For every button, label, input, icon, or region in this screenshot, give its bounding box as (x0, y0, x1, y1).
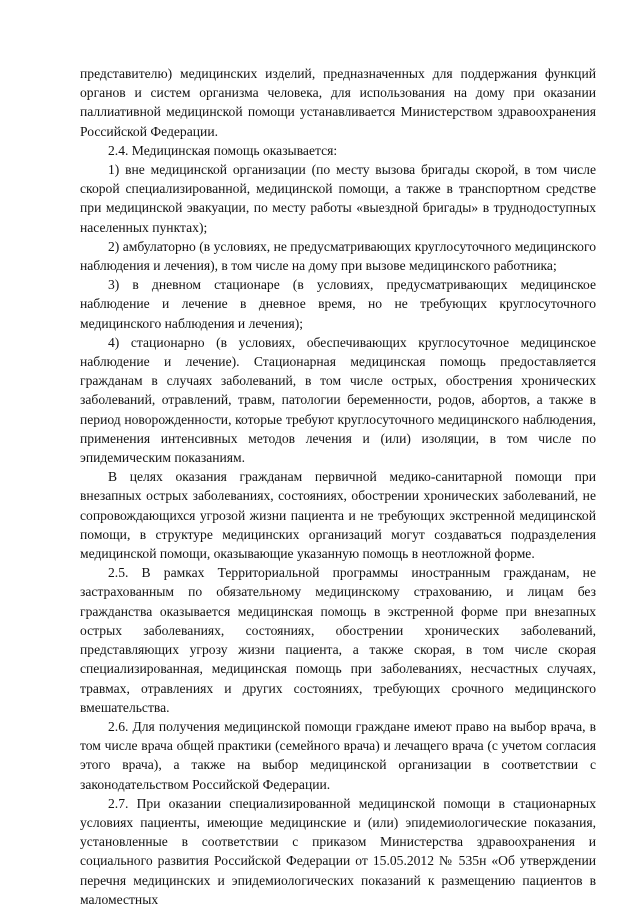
paragraph-2-5: 2.5. В рамках Территориальной программы иностранным гражданам, не застрахованным по обязательному медицинскому страхованию, и лицам без гражданства оказывается медицинская помощь в экстренной форме при внезапных острых заболеваниях, состояниях, обострении хронических заболеваний, представляющих угрозу жизни пациента, а также скорая, в том числе скорая специализированная, медицинская помощь при заболеваниях, несчастных случаях, травмах, отравлениях и других состояниях, требующих срочного медицинского вмешательства. (80, 565, 596, 715)
paragraph-item-2: 2) амбулаторно (в условиях, не предусматривающих круглосуточного медицинского наблюдения и лечения), в том числе на дому при вызове медицинского работника; (80, 238, 596, 274)
paragraph-item-1: 1) вне медицинской организации (по месту вызова бригады скорой, в том числе скорой специализированной, медицинской помощи, а также в транспортном средстве при медицинской эвакуации, по месту работы «выездной бригады» в труднодоступных населенных пунктах); (80, 162, 596, 235)
paragraph-urgent-care: В целях оказания гражданам первичной медико-санитарной помощи при внезапных острых заболеваниях, состояниях, обострении хронических заболеваний, не сопровождающихся угрозой жизни пациента и не требующих экстренной медицинской помощи, в структуре медицинских организаций могут создаваться подразделения медицинской помощи, оказывающие указанную помощь в неотложной форме. (80, 469, 596, 562)
paragraph-2-4-heading: 2.4. Медицинская помощь оказывается: (108, 142, 338, 158)
document-page (80, 64, 596, 909)
paragraph-intro: представителю) медицинских изделий, предназначенных для поддержания функций органов и систем организма человека, для использования на дому при оказании паллиативной медицинской помощи устанавливается Министерством здравоохранения Российской Федерации. (80, 66, 596, 139)
paragraph-2-6: 2.6. Для получения медицинской помощи граждане имеют право на выбор врача, в том числе врача общей практики (семейного врача) и лечащего врача (с учетом согласия этого врача), а также на выбор медицинской организации в соответствии с законодательством Российской Федерации. (80, 718, 596, 792)
paragraph-item-4: 4) стационарно (в условиях, обеспечивающих круглосуточное медицинское наблюдение и лечение). Стационарная медицинская помощь предоставляется гражданам в случаях заболеваний, в том числе острых, обострения хронических заболеваний, отравлений, травм, патологии беременности, родов, абортов, а также в период новорожденности, которые требуют круглосуточного медицинского наблюдения, применения интенсивных методов лечения и (или) изоляции, в том числе по эпидемическим показаниям. (80, 334, 596, 466)
paragraph-2-7: 2.7. При оказании специализированной медицинской помощи в стационарных условиях пациенты, имеющие медицинские и (или) эпидемиологические показания, установленные в соответствии с приказом Министерства здравоохранения и социального развития Российской Федерации от 15.05.2012 № 535н «Об утверждении перечня медицинских и эпидемиологических показаний к размещению пациентов в маломестных (80, 795, 596, 907)
paragraph-item-3: 3) в дневном стационаре (в условиях, предусматривающих медицинское наблюдение и лечение в дневное время, но не требующих круглосуточного медицинского наблюдения и лечения); (80, 277, 596, 331)
